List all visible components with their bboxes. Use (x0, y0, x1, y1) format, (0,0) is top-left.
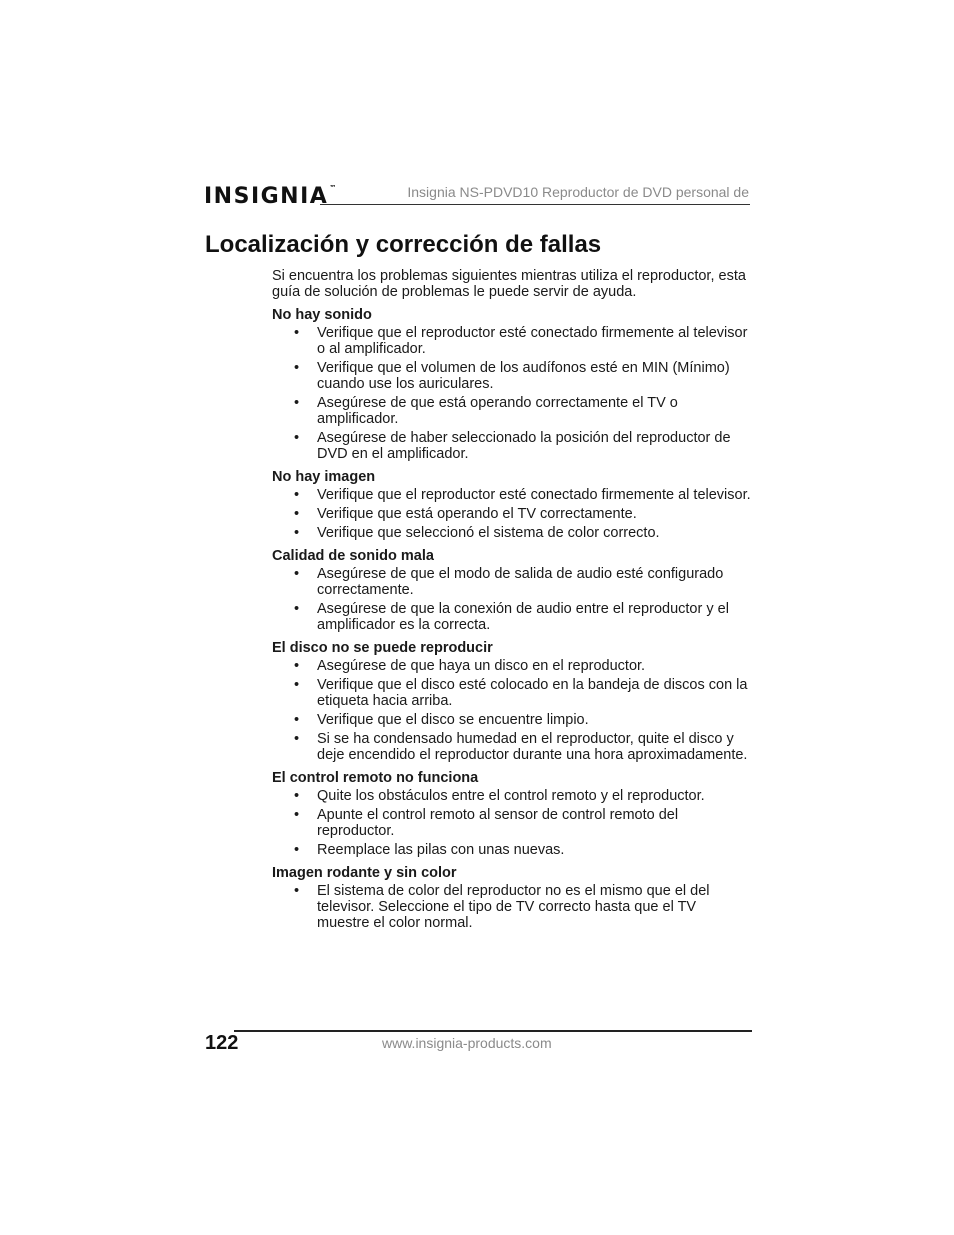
list-item (272, 842, 752, 858)
list-item-text: Si se ha condensado humedad en el reproductor, quite el disco y deje encendido el reproductor durante una hora aproximadamente. (317, 731, 748, 763)
bullet-icon: • (294, 395, 300, 411)
bullet-icon: • (294, 883, 300, 899)
list-item-text: Asegúrese de que el modo de salida de audio esté configurado correctamente. (317, 566, 724, 598)
section-title: Calidad de sonido mala (272, 548, 434, 564)
logo-text: INSIGNIA (204, 184, 329, 209)
list-item (272, 601, 752, 633)
list-item (272, 487, 752, 503)
bullet-icon: • (294, 677, 300, 693)
bullet-icon: • (294, 525, 300, 541)
footer-url: www.insignia-products.com (382, 1035, 552, 1051)
list-item-text: Quite los obstáculos entre el control remoto y el reproductor. (317, 788, 705, 804)
list-item-text: Asegúrese de que está operando correctamente el TV o amplificador. (317, 395, 678, 427)
footer-divider (234, 1030, 752, 1032)
section-title: El control remoto no funciona (272, 770, 479, 786)
trademark-symbol: ™ (329, 184, 337, 192)
section-list (272, 487, 752, 541)
bullet-icon: • (294, 658, 300, 674)
section-list (272, 658, 752, 763)
list-item (272, 658, 752, 674)
list-item-text: Verifique que el reproductor esté conectado firmemente al televisor. (317, 487, 751, 503)
page-title: Localización y corrección de fallas (205, 231, 602, 258)
insignia-logo (204, 184, 336, 209)
bullet-icon: • (294, 325, 300, 341)
list-item (272, 566, 752, 598)
bullet-icon: • (294, 430, 300, 446)
list-item-text: Verifique que está operando el TV correctamente. (317, 506, 637, 522)
section-list (272, 883, 752, 931)
bullet-icon: • (294, 566, 300, 582)
list-item-text: Verifique que el disco esté colocado en la bandeja de discos con la etiqueta hacia arriba. (317, 677, 748, 709)
list-item (272, 883, 752, 931)
list-item-text: Verifique que seleccionó el sistema de color correcto. (317, 525, 660, 541)
list-item-text: Verifique que el disco se encuentre limpio. (317, 712, 589, 728)
list-item-text: Asegúrese de que la conexión de audio entre el reproductor y el amplificador es la correcta. (317, 601, 729, 633)
section-title: El disco no se puede reproducir (272, 640, 493, 656)
list-item-text: Apunte el control remoto al sensor de control remoto del reproductor. (317, 807, 679, 839)
list-item (272, 360, 752, 392)
section-list (272, 788, 752, 858)
section-title: No hay imagen (272, 469, 376, 485)
bullet-icon: • (294, 842, 300, 858)
bullet-icon: • (294, 807, 300, 823)
list-item-text: Verifique que el volumen de los audífonos esté en MIN (Mínimo) cuando use los auriculares. (317, 360, 730, 392)
bullet-icon: • (294, 731, 300, 747)
troubleshooting-sections (272, 307, 752, 931)
bullet-icon: • (294, 601, 300, 617)
list-item (272, 677, 752, 709)
list-item-text: Asegúrese de haber seleccionado la posición del reproductor de DVD en el amplificador. (317, 430, 731, 462)
bullet-icon: • (294, 360, 300, 376)
list-item (272, 525, 752, 541)
header-title: Insignia NS-PDVD10 Reproductor de DVD personal de (407, 184, 749, 200)
bullet-icon: • (294, 788, 300, 804)
list-item (272, 506, 752, 522)
bullet-icon: • (294, 712, 300, 728)
list-item-text: Asegúrese de que haya un disco en el reproductor. (317, 658, 646, 674)
main-content (272, 268, 752, 938)
list-item (272, 807, 752, 839)
header-divider (320, 204, 750, 205)
intro-paragraph: Si encuentra los problemas siguientes mientras utiliza el reproductor, esta guía de solución de problemas le puede servir de ayuda. (272, 268, 746, 300)
section-title: Imagen rodante y sin color (272, 865, 457, 881)
bullet-icon: • (294, 506, 300, 522)
section-list (272, 325, 752, 462)
list-item-text: Reemplace las pilas con unas nuevas. (317, 842, 565, 858)
list-item (272, 395, 752, 427)
list-item (272, 788, 752, 804)
list-item (272, 712, 752, 728)
list-item (272, 430, 752, 462)
section-list (272, 566, 752, 633)
section-title: No hay sonido (272, 307, 372, 323)
bullet-icon: • (294, 487, 300, 503)
list-item (272, 731, 752, 763)
list-item-text: El sistema de color del reproductor no es el mismo que el del televisor. Seleccione el tipo de TV correcto hasta que el TV muestre el color normal. (317, 883, 710, 931)
list-item-text: Verifique que el reproductor esté conectado firmemente al televisor o al amplificador. (317, 325, 748, 357)
page-number: 122 (205, 1032, 239, 1054)
list-item (272, 325, 752, 357)
